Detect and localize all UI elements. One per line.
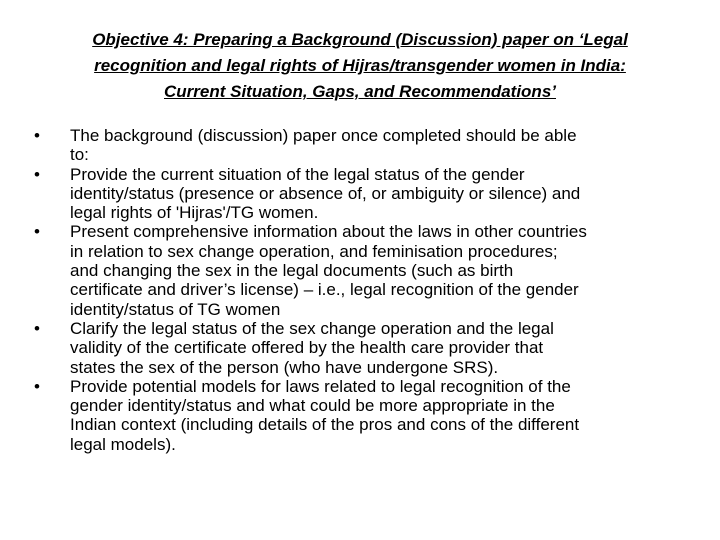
bullet-item-1 — [30, 126, 690, 165]
bullet-line: to: — [70, 145, 89, 165]
bullet-icon: • — [34, 126, 40, 145]
bullet-icon: • — [34, 164, 40, 184]
title-line-1: Objective 4: Preparing a Background (Discussion) paper on ‘Legal — [92, 30, 628, 49]
bullet-line: states the sex of the person (who have undergone SRS). — [70, 357, 499, 377]
bullet-icon: • — [34, 222, 40, 242]
bullet-line: identity/status (presence or absence of, or ambiguity or silence) and — [70, 183, 581, 203]
slide-title — [30, 27, 690, 105]
bullet-item-2 — [30, 165, 690, 223]
bullet-line: validity of the certificate offered by the health care provider that — [70, 338, 544, 358]
bullet-line: Provide potential models for laws related to legal recognition of the — [70, 376, 571, 396]
title-line-3: Current Situation, Gaps, and Recommendations’ — [164, 82, 556, 101]
bullet-item-5 — [30, 377, 690, 454]
bullet-line: Clarify the legal status of the sex change operation and the legal — [70, 318, 554, 338]
bullet-line: and changing the sex in the legal documents (such as birth — [70, 261, 514, 281]
bullet-line: in relation to sex change operation, and feminisation procedures; — [70, 241, 558, 261]
bullet-icon: • — [34, 318, 40, 338]
bullet-item-4 — [30, 319, 690, 377]
bullet-line: legal models). — [70, 434, 176, 454]
bullet-line: The background (discussion) paper once completed should be able — [70, 126, 577, 145]
bullet-line: identity/status of TG women — [70, 299, 281, 319]
bullet-line: Provide the current situation of the legal status of the gender — [70, 164, 525, 184]
bullet-line: certificate and driver’s license) – i.e., legal recognition of the gender — [70, 280, 579, 300]
bullet-item-3 — [30, 222, 690, 318]
bullet-icon: • — [34, 376, 40, 396]
bullet-line: gender identity/status and what could be more appropriate in the — [70, 396, 555, 416]
bullet-line: Indian context (including details of the pros and cons of the different — [70, 415, 580, 435]
bullet-line: Present comprehensive information about the laws in other countries — [70, 222, 587, 242]
bullet-line: legal rights of 'Hijras'/TG women. — [70, 203, 319, 223]
title-line-2: recognition and legal rights of Hijras/transgender women in India: — [94, 56, 626, 75]
bullet-list — [30, 126, 690, 454]
